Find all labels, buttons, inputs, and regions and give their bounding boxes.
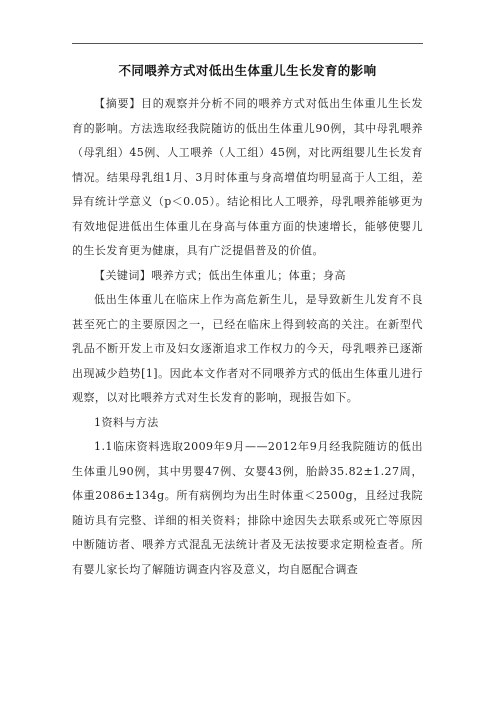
section-heading: 1资料与方法 bbox=[94, 415, 159, 429]
intro-paragraph: 低出生体重儿在临床上作为高危新生儿，是导致新生儿发育不良甚至死亡的主要原因之一，已经在临床上得到较高的关注。在新型代乳品不断开发上市及妇女逐渐追求工作权力的今天，母乳喂养已逐渐出现减少趋势[1]。因此本文作者对不同喂养方式的低出生体重儿进行观察，以对比喂养方式对生长发育的影响，现报告如下。 bbox=[72, 293, 423, 404]
article-title: 不同喂养方式对低出生体重儿生长发育的影响 bbox=[118, 63, 377, 78]
article bbox=[72, 61, 423, 582]
header-rule bbox=[72, 43, 423, 44]
section-paragraph: 1.1临床资料选取2009年9月——2012年9月经我院随访的低出生体重儿90例，其中男婴47例、女婴43例，胎龄35.82±1.27周，体重2086±134g。所有病例均为出生时体重＜2500g，且经过我院随访具有完整、详细的相关资料；排除中途因失去联系或死亡等原因中断随访者、喂养方式混乱无法统计者及无法按要求定期检查者。所有婴儿家长均了解随访调查内容及意义，均自愿配合调查 bbox=[72, 440, 423, 576]
abstract-paragraph: 【摘要】目的观察并分析不同的喂养方式对低出生体重儿生长发育的影响。方法选取经我院随访的低出生体重儿90例，其中母乳喂养（母乳组）45例、人工喂养（人工组）45例，对比两组婴儿生长发育情况。结果母乳组1月、3月时体重与身高增值均明显高于人工组，差异有统计学意义（p＜0.05）。结论相比人工喂养，母乳喂养能够更为有效地促进低出生体重儿在身高与体重方面的快速增长，能够使婴儿的生长发育更为健康，具有广泛提倡普及的价值。 bbox=[72, 97, 423, 257]
keywords-paragraph: 【关键词】喂养方式；低出生体重儿；体重；身高 bbox=[94, 268, 346, 282]
